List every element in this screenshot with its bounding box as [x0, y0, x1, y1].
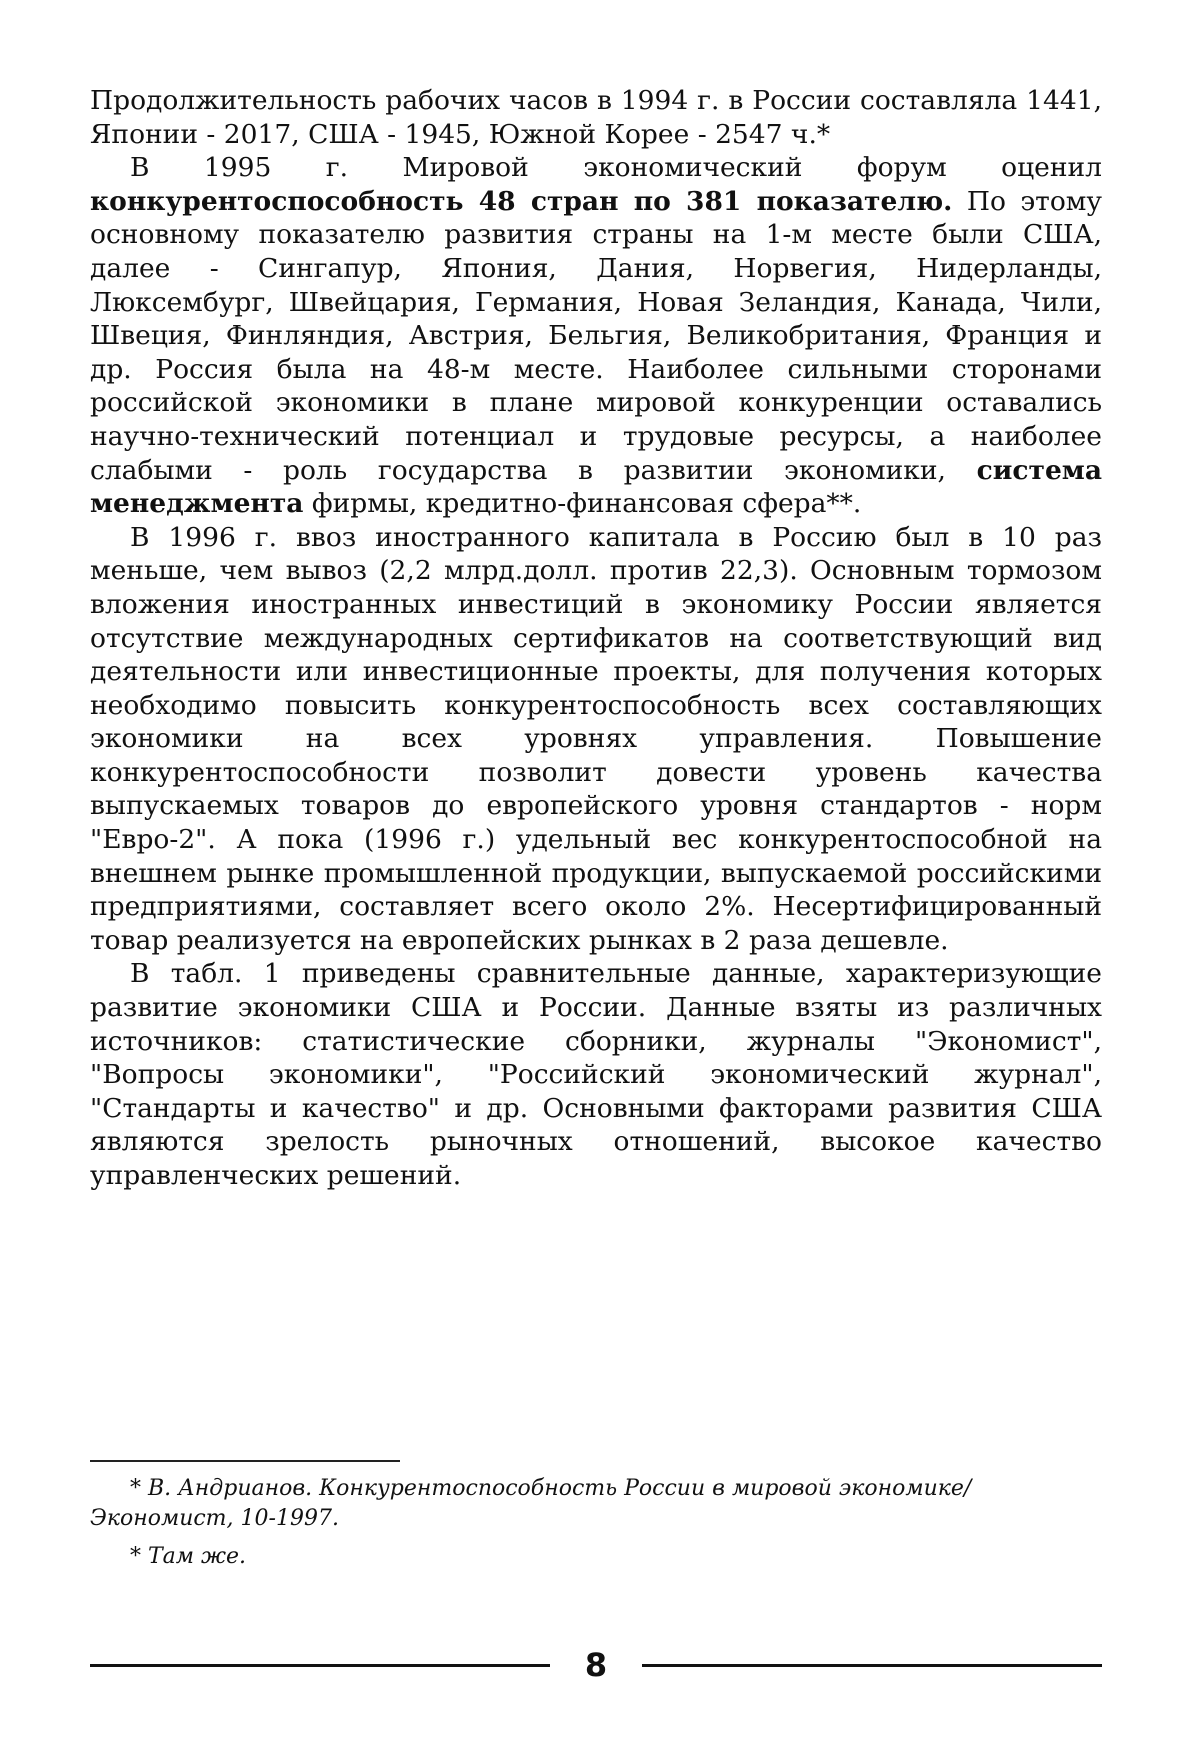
page-footer — [90, 1645, 1102, 1685]
paragraph — [90, 151, 1102, 521]
text-run: По этому основному показателю развития страны на 1-м месте были США, далее - Сингапур, Япония, Дания, Норвегия, Нидерланды, Люксембург, Швейцария, Германия, Новая Зеландия, Канада, Чили, Швеция, Финляндия, Австрия, Бельгия, Великобритания, Франция и др. Россия была на 48-м месте. Наиболее сильными сторонами российской экономики в плане мировой конкуренции оставались научно-технический потенциал и трудовые ресурсы, а наиболее слабыми - роль государства в развитии экономики, — [90, 185, 1102, 486]
bold-text: конкурентоспособность 48 стран по 381 показателю. — [90, 185, 953, 217]
paragraph — [90, 521, 1102, 958]
main-text — [90, 84, 1102, 1193]
footer-rule-right — [642, 1664, 1102, 1667]
text-run: В табл. 1 приведены сравнительные данные, характеризующие развитие экономики США и России. Данные взяты из различных источников: статистические сборники, журналы "Экономист", "Вопросы экономики", "Российский экономический журнал", "Стандарты и качество" и др. Основными факторами развития США являются зрелость рыночных отношений, высокое качество управленческих решений. — [90, 958, 1102, 1191]
footnote-divider — [90, 1460, 400, 1462]
page-number: 8 — [584, 1646, 608, 1684]
paragraph — [90, 957, 1102, 1192]
text-run: Продолжительность рабочих часов в 1994 г. в России составляла 1441, Японии - 2017, США - 1945, Южной Корее - 2547 ч.* — [90, 85, 1102, 150]
footnote-1: * В. Андрианов. Конкурентоспособность России в мировой экономике/ Экономист, 10-1997. — [90, 1476, 972, 1531]
text-run: В 1996 г. ввоз иностранного капитала в Россию был в 10 раз меньше, чем вывоз (2,2 млрд.долл. против 22,3). Основным тормозом вложения иностранных инвестиций в экономику России является отсутствие международных сертификатов на соответствующий вид деятельности или инвестиционные проекты, для получения которых необходимо повысить конкурентоспособность всех составляющих экономики на всех уровнях управления. Повышение конкурентоспособности позволит довести уровень качества выпускаемых товаров до европейского уровня стандартов - норм "Евро-2". А пока (1996 г.) удельный вес конкурентоспособной на внешнем рынке промышленной продукции, выпускаемой российскими предприятиями, составляет всего около 2%. Несертифицированный товар реализуется на европейских рынках в 2 раза дешевле. — [90, 521, 1102, 956]
footnote-2: * Там же. — [130, 1544, 247, 1569]
paragraph — [90, 84, 1102, 151]
footnotes — [90, 1474, 1102, 1572]
text-run: фирмы, кредитно-финансовая сфера**. — [303, 488, 862, 520]
bold-text: система менеджмента — [90, 454, 1102, 520]
text-run: В 1995 г. Мировой экономический форум оценил — [130, 152, 1102, 184]
